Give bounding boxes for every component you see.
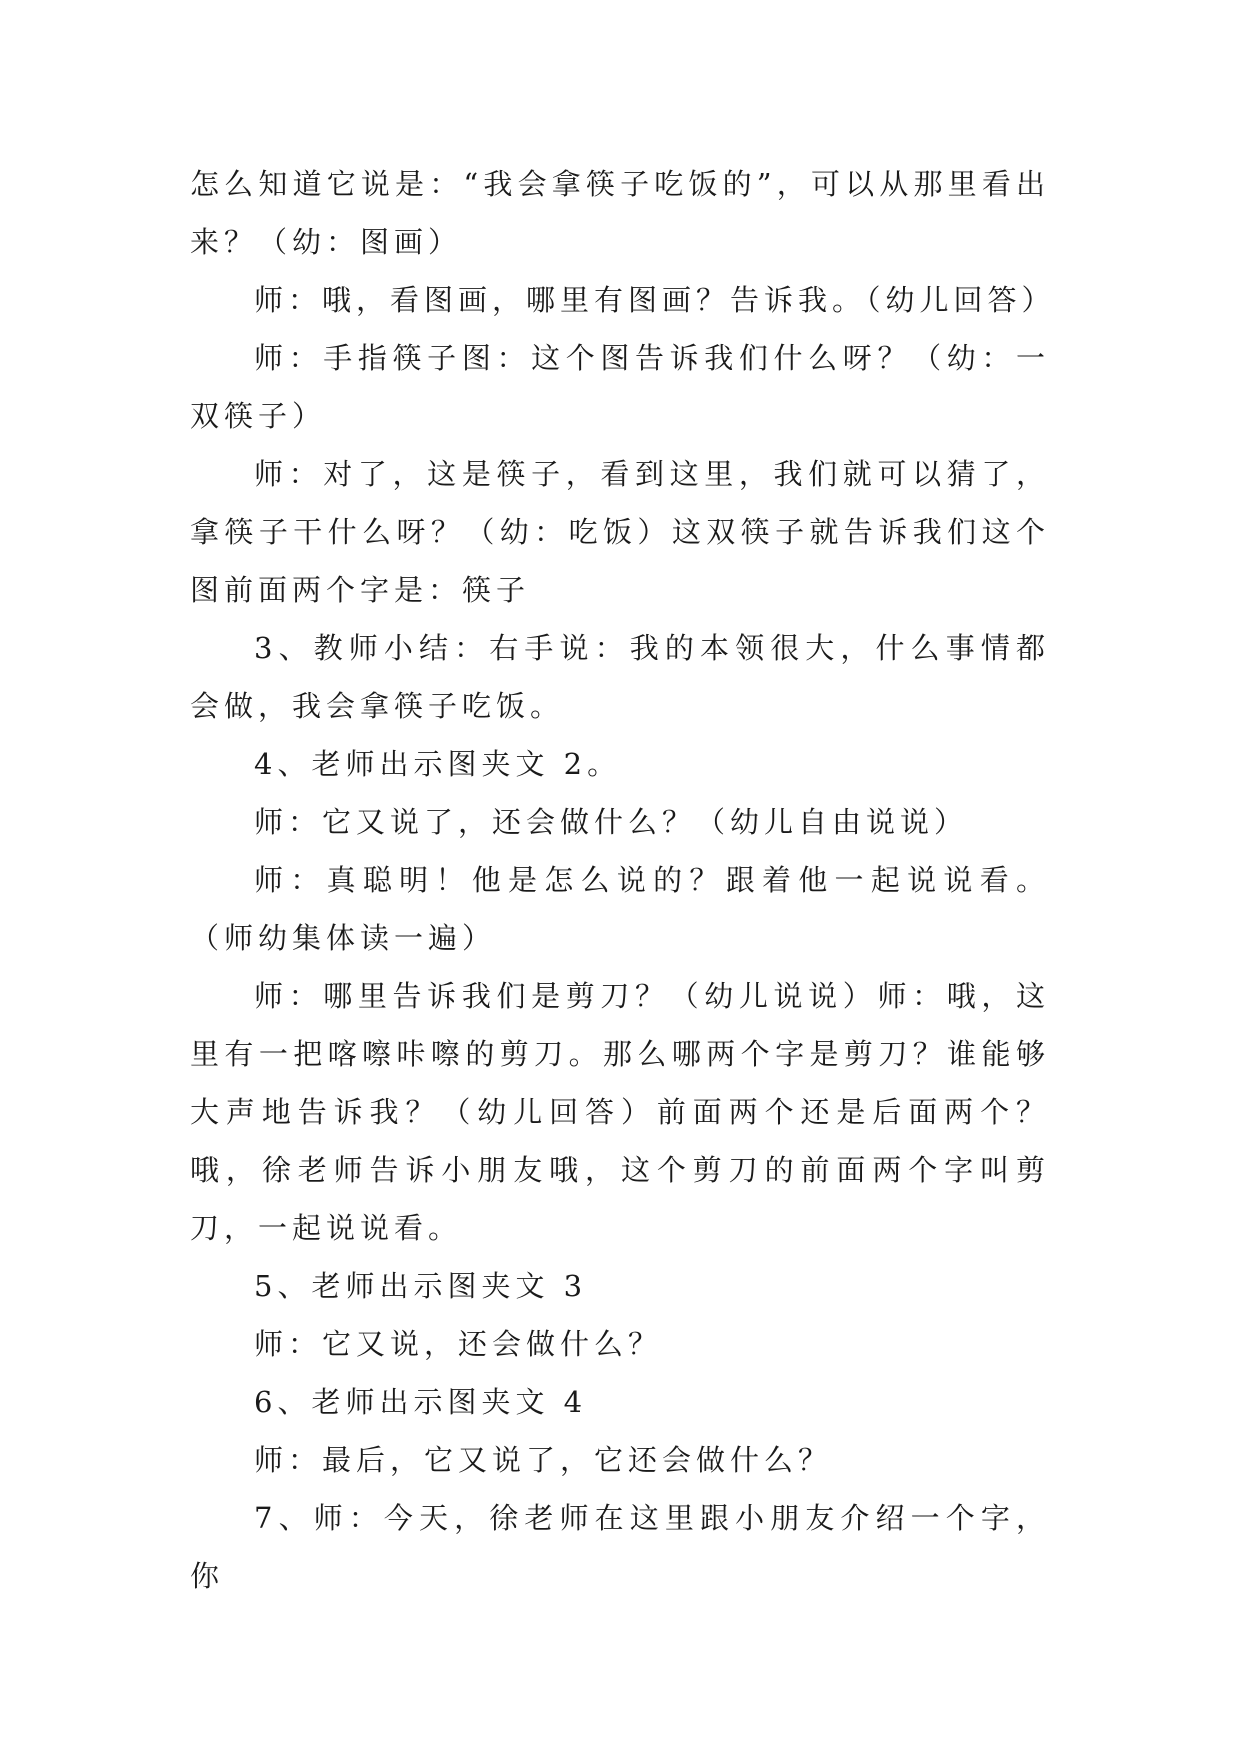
paragraph: 师：哦，看图画，哪里有图画？告诉我。（幼儿回答） xyxy=(254,283,1056,317)
paragraph: 师：哪里告诉我们是剪刀？（幼儿说说）师：哦，这里有一把喀嚓咔嚓的剪刀。那么哪两个字是剪刀？谁能够大声地告诉我？（幼儿回答）前面两个还是后面两个？哦，徐老师告诉小朋友哦，这个剪刀的前面两个字叫剪刀，一起说说看。 xyxy=(190,979,1050,1245)
paragraph: 3、教师小结：右手说：我的本领很大，什么事情都会做，我会拿筷子吃饭。 xyxy=(190,631,1050,723)
paragraph: 师：它又说，还会做什么？ xyxy=(254,1327,663,1361)
paragraph: 6、老师出示图夹文 4 xyxy=(254,1385,588,1419)
paragraph: 4、老师出示图夹文 2。 xyxy=(254,747,622,781)
paragraph: 师：对了，这是筷子，看到这里，我们就可以猜了，拿筷子干什么呀？（幼：吃饭）这双筷子就告诉我们这个图前面两个字是：筷子 xyxy=(190,457,1050,607)
paragraph: 7、师：今天，徐老师在这里跟小朋友介绍一个字，你 xyxy=(190,1501,1050,1593)
paragraph: 师：真聪明！他是怎么说的？跟着他一起说说看。（师幼集体读一遍） xyxy=(190,863,1050,955)
paragraph: 师：它又说了，还会做什么？（幼儿自由说说） xyxy=(254,805,969,839)
paragraph: 5、老师出示图夹文 3 xyxy=(254,1269,588,1303)
paragraph: 师：手指筷子图：这个图告诉我们什么呀？（幼：一双筷子） xyxy=(190,341,1050,433)
paragraph: 师：最后，它又说了，它还会做什么？ xyxy=(254,1443,833,1477)
paragraph: 怎么知道它说是：“我会拿筷子吃饭的”，可以从那里看出来？（幼：图画） xyxy=(190,167,1050,259)
document-body xyxy=(190,155,1056,1605)
